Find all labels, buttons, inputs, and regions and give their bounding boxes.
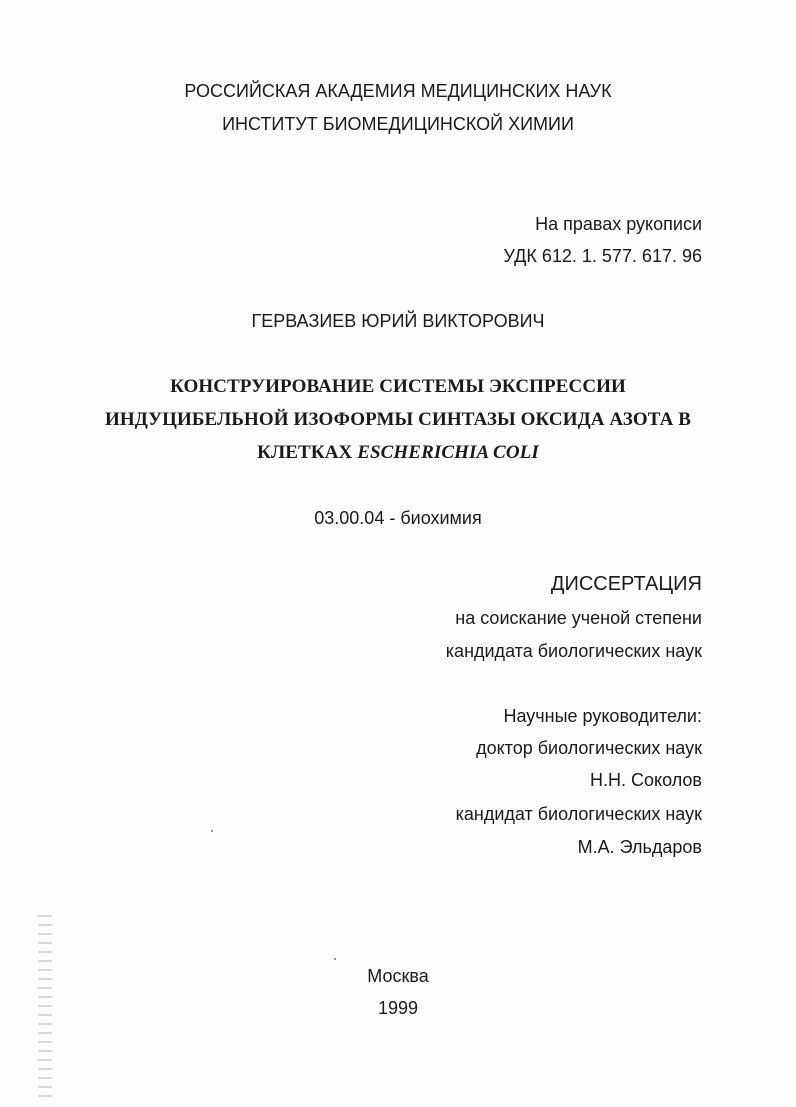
udc-code: УДК 612. 1. 577. 617. 96 [503, 246, 702, 266]
institute-name: ИНСТИТУТ БИОМЕДИЦИНСКОЙ ХИМИИ [222, 114, 574, 134]
manuscript-rights: На правах рукописи [535, 214, 702, 234]
second-supervisor-name: М.А. Эльдаров [577, 837, 702, 857]
degree-line-1: на соискание ученой степени [455, 608, 702, 628]
year: 1999 [377, 998, 419, 1018]
thesis-title-line-1: КОНСТРУИРОВАНИЕ СИСТЕМЫ ЭКСПРЕССИИ [170, 376, 626, 397]
academy-name: РОССИЙСКАЯ АКАДЕМИЯ МЕДИЦИНСКИХ НАУК [184, 81, 612, 101]
scan-edge-artifact [38, 915, 52, 1100]
specialty-code: 03.00.04 - биохимия [314, 508, 482, 528]
thesis-title-prefix: КЛЕТКАХ [257, 442, 353, 463]
author-name: ГЕРВАЗИЕВ ЮРИЙ ВИКТОРОВИЧ [251, 311, 545, 331]
scan-speck [211, 830, 213, 832]
thesis-title-line-2: ИНДУЦИБЕЛЬНОЙ ИЗОФОРМЫ СИНТАЗЫ ОКСИДА АЗОТА В [104, 409, 692, 430]
thesis-title-line-3 [0, 441, 796, 465]
scan-speck [334, 958, 336, 960]
city: Москва [367, 966, 429, 986]
degree-line-2: кандидата биологических наук [445, 641, 702, 661]
first-supervisor-degree: доктор биологических наук [476, 738, 702, 758]
second-supervisor-degree: кандидат биологических наук [455, 804, 702, 824]
dissertation-heading: ДИССЕРТАЦИЯ [550, 573, 702, 595]
supervisors-heading: Научные руководители: [503, 706, 702, 726]
first-supervisor-name: Н.Н. Соколов [590, 770, 702, 790]
thesis-title-species: ESCHERICHIA COLI [357, 442, 539, 463]
